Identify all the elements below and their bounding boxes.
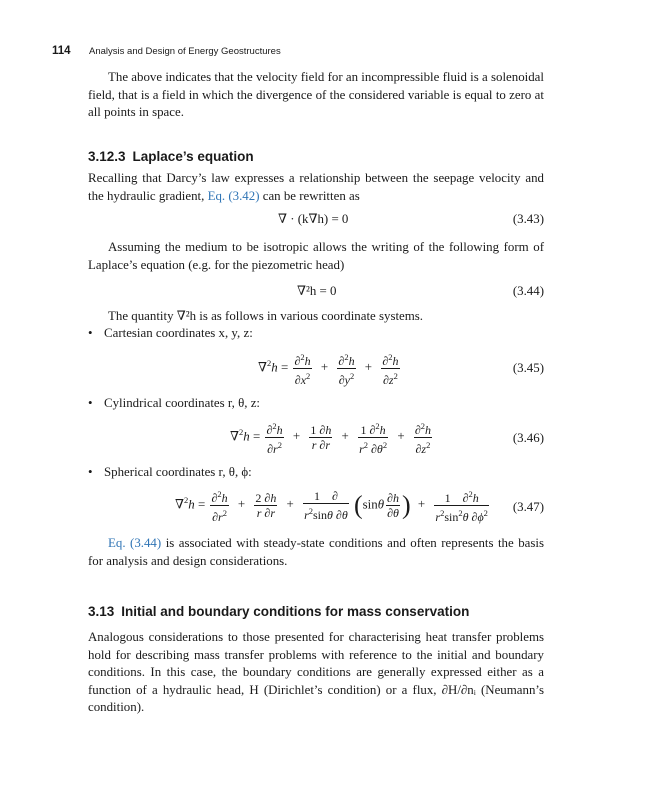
bullet-cylindrical	[88, 395, 260, 413]
bullet-cartesian	[88, 325, 253, 343]
section-heading-initial-boundary	[88, 604, 469, 619]
section-title: Initial and boundary conditions for mass conservation	[121, 604, 470, 619]
page-number: 114	[52, 45, 71, 57]
section-title: Laplace’s equation	[132, 149, 254, 164]
paragraph-steady-state	[88, 535, 544, 570]
paragraph-coordinates: The quantity ∇²h is as follows in various coordinate systems.	[108, 309, 424, 323]
bullet-marker: •	[88, 396, 93, 410]
equation-number: (3.43)	[512, 212, 544, 226]
equation-3-45: ∇$^2$h = $\frac{\partial^2h}{\partial x^2}$ + $\frac{\partial^2h}{\partial y^2}$ + $\frac{\partial^2h}{\partial z^2}$	[258, 352, 399, 387]
equation-number: (3.44)	[512, 284, 544, 298]
eq-reference-link[interactable]: Eq. (3.42)	[207, 188, 260, 203]
section-heading-laplace	[88, 149, 254, 164]
bullet-label: Cartesian coordinates x, y, z:	[104, 326, 253, 340]
equation-3-47: ∇$^2$h = $\frac{\partial^2h}{\partial r^2}$ + $\frac{2 \partial h}{r \partial r}$ + $\frac{1 \partial}{r^2\sin\theta \partial\theta}$ (sinθ $\frac{\partial h}{\partial\theta}$ ) + $\frac{1 \partial^2h}{r^2\sin^2\theta \partial\phi^2}$	[175, 489, 488, 524]
equation-number: (3.45)	[512, 361, 544, 375]
bullet-marker: •	[88, 326, 93, 340]
paragraph-solenoidal: The above indicates that the velocity field for an incompressible fluid is a solenoidal field, that is a field in which the divergence of the considered variable is equal to zero at all points in space.	[88, 70, 544, 119]
bullet-label: Spherical coordinates r, θ, ϕ:	[104, 465, 252, 479]
section-number: 3.12.3	[88, 149, 126, 164]
paragraph-darcy	[88, 170, 544, 205]
paragraph-boundary-conditions: Analogous considerations to those presented for characterising heat transfer problems hold for describing mass transfer problems with reference to the initial and boundary conditions. In this case, the boundary conditions are generally expressed either as a function of a hydraulic head, H (Dirichlet’s condition) or a flux, ∂H/∂nᵢ (Neumann’s condition).	[88, 630, 544, 714]
eq-reference-link[interactable]: Eq. (3.44)	[108, 536, 162, 550]
equation-3-44: ∇²h = 0	[297, 284, 337, 298]
bullet-marker: •	[88, 465, 93, 479]
equation-number: (3.46)	[512, 431, 544, 445]
paragraph-isotropic: Assuming the medium to be isotropic allows the writing of the following form of Laplace’s equation (e.g. for the piezometric head)	[88, 240, 544, 272]
paragraph-steady-state-text: is associated with steady-state conditions and often represents the basis for analysis and design considerations.	[88, 536, 544, 568]
running-header	[52, 41, 281, 59]
equation-3-46: ∇$^2$h = $\frac{\partial^2h}{\partial r^2}$ + $\frac{1 \partial h}{r \partial r}$ + $\frac{1 \partial^2h}{r^2 \partial\theta^2}$ + $\frac{\partial^2h}{\partial z^2}$	[230, 421, 432, 456]
section-number: 3.13	[88, 604, 115, 619]
bullet-spherical	[88, 464, 252, 482]
paragraph-darcy-text: Recalling that Darcy’s law expresses a relationship between the seepage velocity and the hydraulic gradient,	[88, 171, 544, 203]
equation-3-43: ∇ · (k∇h) = 0	[278, 212, 349, 226]
paragraph-darcy-text-end: can be rewritten as	[262, 188, 360, 203]
equation-number: (3.47)	[512, 500, 544, 514]
running-title: Analysis and Design of Energy Geostructures	[89, 46, 281, 57]
bullet-label: Cylindrical coordinates r, θ, z:	[104, 396, 261, 410]
